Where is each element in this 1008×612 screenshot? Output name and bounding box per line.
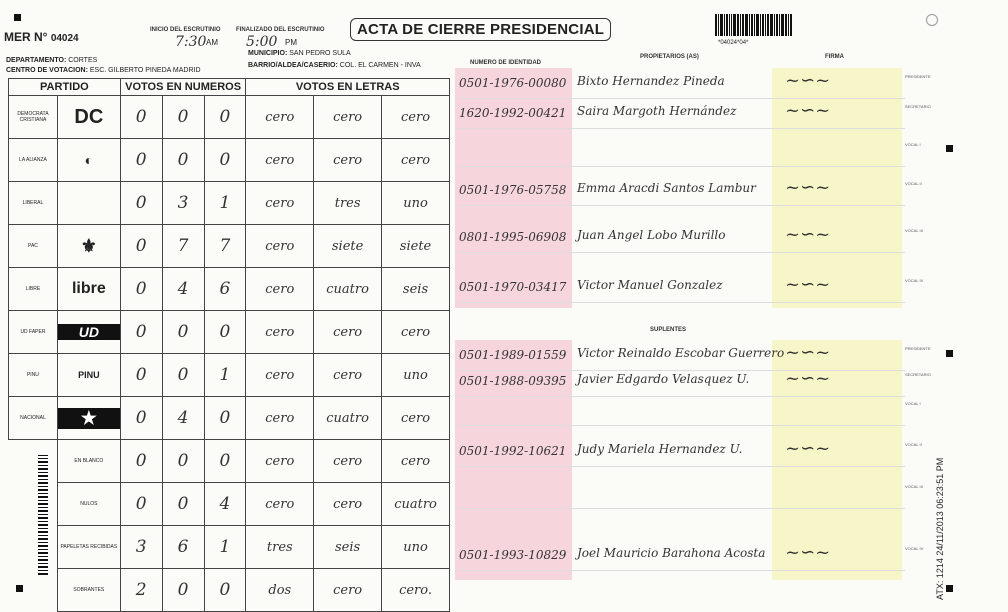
member-id: 0501-1988-09395 xyxy=(459,374,567,388)
departamento: DEPARTAMENTO: CORTES xyxy=(6,57,98,64)
end-ampm: PM xyxy=(285,38,297,47)
table-row xyxy=(9,354,450,397)
member-name: Bixto Hernandez Pineda xyxy=(577,74,725,88)
start-ampm: AM xyxy=(206,38,218,47)
member-id: 0501-1976-00080 xyxy=(459,76,567,90)
vote-word: cero xyxy=(246,225,314,268)
centro-votacion: CENTRO DE VOTACION: ESC. GILBERTO PINEDA MADRID xyxy=(6,67,201,74)
table-row xyxy=(9,569,450,612)
vote-number: 0 xyxy=(120,483,162,526)
vote-word: cero xyxy=(246,440,314,483)
registration-mark xyxy=(946,585,953,592)
member-id: 0501-1976-05758 xyxy=(459,183,567,197)
vote-word: cero xyxy=(246,311,314,354)
vote-word: siete xyxy=(382,225,450,268)
member-id: 0801-1995-06908 xyxy=(459,230,567,244)
vote-number: 4 xyxy=(162,397,204,440)
vote-number: 1 xyxy=(204,182,246,225)
signature: ~∽~ xyxy=(785,177,831,198)
vote-word: siete xyxy=(314,225,382,268)
row-divider xyxy=(455,205,905,206)
party-logo: libre xyxy=(57,268,120,311)
vote-word: cero xyxy=(246,268,314,311)
member-id: 1620-1992-00421 xyxy=(459,106,567,120)
mer-label: MER N° 04024 xyxy=(4,30,79,44)
party-logo: PINU xyxy=(57,354,120,397)
vote-word: cero xyxy=(314,569,382,612)
member-row xyxy=(455,136,900,174)
vote-number: 0 xyxy=(162,311,204,354)
vote-word: cero xyxy=(382,139,450,182)
document-title: ACTA DE CIERRE PRESIDENCIAL xyxy=(350,18,611,41)
header-numeros: VOTOS EN NUMEROS xyxy=(120,79,246,96)
vote-word: cero xyxy=(382,311,450,354)
member-id: 0501-1970-03417 xyxy=(459,280,567,294)
mer-number: 04024 xyxy=(50,33,79,44)
row-divider xyxy=(455,302,905,303)
vote-word: cero xyxy=(246,182,314,225)
table-row xyxy=(9,139,450,182)
role-label: VOCAL II xyxy=(905,442,922,447)
vote-number: 7 xyxy=(162,225,204,268)
vote-number: 0 xyxy=(120,96,162,139)
member-name: Joel Mauricio Barahona Acosta xyxy=(577,546,766,560)
vote-number: 0 xyxy=(162,96,204,139)
end-time: 5:00 xyxy=(246,34,278,50)
vote-number: 0 xyxy=(204,397,246,440)
signature: ~∽~ xyxy=(785,542,831,563)
role-label: VOCAL III xyxy=(905,484,923,489)
signature: ~∽~ xyxy=(785,224,831,245)
vote-word: cuatro xyxy=(314,268,382,311)
member-row xyxy=(455,395,900,433)
vote-number: 0 xyxy=(162,569,204,612)
member-row xyxy=(455,436,900,474)
vote-word: seis xyxy=(314,526,382,569)
vote-word: cero xyxy=(382,96,450,139)
party-name: LIBERAL xyxy=(9,182,58,225)
vote-word: uno xyxy=(382,354,450,397)
party-name: LA ALIANZA xyxy=(9,139,58,182)
end-label: FINALIZADO DEL ESCRUTINIO xyxy=(236,27,325,33)
role-label: VOCAL I xyxy=(905,401,921,406)
table-row xyxy=(9,311,450,354)
party-logo: UD xyxy=(57,311,120,354)
vote-word: tres xyxy=(246,526,314,569)
col-propietarios-header: PROPIETARIOS (AS) xyxy=(640,54,699,60)
vote-number: 2 xyxy=(120,569,162,612)
special-label: EN BLANCO xyxy=(57,440,120,483)
col-id-header: NUMERO DE IDENTIDAD xyxy=(470,60,542,66)
side-stamp: ATX: 1214 24/11/2013 06:23:51 PM xyxy=(935,457,945,600)
party-name: PINU xyxy=(9,354,58,397)
vote-word: cuatro xyxy=(314,397,382,440)
vote-word: cero xyxy=(246,96,314,139)
row-divider xyxy=(455,466,905,467)
vote-number: 0 xyxy=(204,139,246,182)
vote-word: uno xyxy=(382,526,450,569)
barrio: BARRIO/ALDEA/CASERIO: COL. EL CARMEN - INVA xyxy=(248,62,421,69)
vote-number: 0 xyxy=(162,440,204,483)
vote-number: 4 xyxy=(162,268,204,311)
start-time: 7:30 xyxy=(175,34,207,50)
vote-word: cero. xyxy=(382,569,450,612)
vote-number: 0 xyxy=(204,440,246,483)
role-label: VOCAL II xyxy=(905,181,922,186)
vote-number: 3 xyxy=(120,526,162,569)
vote-number: 0 xyxy=(162,139,204,182)
barcode xyxy=(715,14,793,36)
member-id: 0501-1989-01559 xyxy=(459,348,567,362)
vote-word: cero xyxy=(246,354,314,397)
vote-word: uno xyxy=(382,182,450,225)
vote-word: cero xyxy=(246,139,314,182)
member-row xyxy=(455,98,900,136)
special-label: PAPELETAS RECIBIDAS xyxy=(57,526,120,569)
registration-mark xyxy=(14,14,21,21)
vote-number: 0 xyxy=(120,225,162,268)
vote-number: 6 xyxy=(162,526,204,569)
member-name: Emma Aracdi Santos Lambur xyxy=(577,181,756,195)
signature: ~∽~ xyxy=(785,70,831,91)
role-label: SECRETARIO xyxy=(905,372,931,377)
vote-word: cero xyxy=(314,354,382,397)
punch-hole xyxy=(926,14,938,26)
party-name: NACIONAL xyxy=(9,397,58,440)
vote-number: 3 xyxy=(162,182,204,225)
member-name: Judy Mariela Hernandez U. xyxy=(577,442,743,456)
table-row xyxy=(9,440,450,483)
table-row xyxy=(9,397,450,440)
special-label: SOBRANTES xyxy=(57,569,120,612)
member-name: Javier Edgardo Velasquez U. xyxy=(577,372,750,386)
vote-number: 0 xyxy=(120,311,162,354)
vote-word: cero xyxy=(382,440,450,483)
role-label: VOCAL I xyxy=(905,142,921,147)
vote-number: 4 xyxy=(204,483,246,526)
registration-mark xyxy=(946,145,953,152)
role-label: PRESIDENTE xyxy=(905,74,931,79)
role-label: VOCAL IV xyxy=(905,278,924,283)
vote-number: 0 xyxy=(204,96,246,139)
signature: ~∽~ xyxy=(785,274,831,295)
registration-mark xyxy=(946,350,953,357)
member-row xyxy=(455,175,900,213)
member-row xyxy=(455,478,900,516)
vote-number: 0 xyxy=(204,569,246,612)
side-barcode xyxy=(38,455,48,575)
vote-number: 0 xyxy=(162,354,204,397)
party-logo: DC xyxy=(57,96,120,139)
municipio: MUNICIPIO: SAN PEDRO SULA xyxy=(248,50,351,57)
vote-number: 1 xyxy=(204,354,246,397)
vote-word: cero xyxy=(246,397,314,440)
party-logo xyxy=(57,182,120,225)
signature: ~∽~ xyxy=(785,342,831,363)
empty-cell xyxy=(9,440,58,483)
vote-word: cuatro xyxy=(382,483,450,526)
role-label: SECRETARIO xyxy=(905,104,931,109)
vote-number: 7 xyxy=(204,225,246,268)
vote-word: dos xyxy=(246,569,314,612)
role-label: VOCAL III xyxy=(905,228,923,233)
vote-number: 0 xyxy=(204,311,246,354)
party-logo: ★ xyxy=(57,397,120,440)
row-divider xyxy=(455,425,905,426)
member-name: Juan Angel Lobo Murillo xyxy=(577,228,726,242)
vote-number: 0 xyxy=(120,397,162,440)
vote-number: 0 xyxy=(120,139,162,182)
table-row xyxy=(9,268,450,311)
row-divider xyxy=(455,166,905,167)
party-name: LIBRE xyxy=(9,268,58,311)
member-name: Saira Margoth Hernández xyxy=(577,104,737,118)
vote-word: cero xyxy=(382,397,450,440)
suplentes-header: SUPLENTES xyxy=(650,327,687,333)
vote-number: 0 xyxy=(120,354,162,397)
vote-number: 6 xyxy=(204,268,246,311)
empty-cell xyxy=(9,483,58,526)
signature: ~∽~ xyxy=(785,438,831,459)
member-id: 0501-1993-10829 xyxy=(459,548,567,562)
vote-word: cero xyxy=(314,311,382,354)
table-row xyxy=(9,225,450,268)
table-row xyxy=(9,483,450,526)
vote-number: 0 xyxy=(120,182,162,225)
table-row xyxy=(9,526,450,569)
role-label: PRESIDENTE xyxy=(905,346,931,351)
vote-word: cero xyxy=(314,139,382,182)
party-name: DEMOCRATA CRISTIANA xyxy=(9,96,58,139)
party-name: UD FAPER xyxy=(9,311,58,354)
special-label: NULOS xyxy=(57,483,120,526)
empty-cell xyxy=(9,526,58,569)
votes-table xyxy=(8,78,450,612)
col-firma-header: FIRMA xyxy=(825,54,844,60)
member-row xyxy=(455,540,900,578)
start-label: INICIO DEL ESCRUTINIO xyxy=(150,27,221,33)
signature: ~∽~ xyxy=(785,368,831,389)
vote-number: 1 xyxy=(204,526,246,569)
member-row xyxy=(455,222,900,260)
table-row xyxy=(9,96,450,139)
vote-word: seis xyxy=(382,268,450,311)
vote-number: 0 xyxy=(162,483,204,526)
row-divider xyxy=(455,508,905,509)
member-id: 0501-1992-10621 xyxy=(459,444,567,458)
party-logo: ◐ xyxy=(57,139,120,182)
header-letras: VOTOS EN LETRAS xyxy=(246,79,450,96)
header-partido: PARTIDO xyxy=(9,79,121,96)
barcode-text: *04024*04* xyxy=(718,40,749,46)
registration-mark xyxy=(16,585,23,592)
vote-word: cero xyxy=(314,483,382,526)
party-logo: ⚜ xyxy=(57,225,120,268)
table-row xyxy=(9,182,450,225)
role-label: VOCAL IV xyxy=(905,546,924,551)
row-divider xyxy=(455,252,905,253)
signature: ~∽~ xyxy=(785,100,831,121)
vote-word: tres xyxy=(314,182,382,225)
vote-word: cero xyxy=(246,483,314,526)
member-name: Victor Manuel Gonzalez xyxy=(577,278,723,292)
member-name: Victor Reinaldo Escobar Guerrero xyxy=(577,346,785,360)
party-name: PAC xyxy=(9,225,58,268)
row-divider xyxy=(455,570,905,571)
vote-number: 0 xyxy=(120,268,162,311)
vote-number: 0 xyxy=(120,440,162,483)
vote-word: cero xyxy=(314,96,382,139)
row-divider xyxy=(455,128,905,129)
member-row xyxy=(455,272,900,310)
vote-word: cero xyxy=(314,440,382,483)
